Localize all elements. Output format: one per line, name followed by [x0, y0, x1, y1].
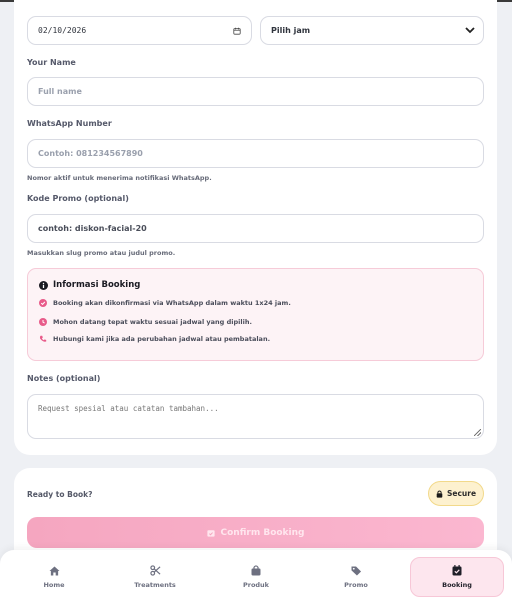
info-item-text: Hubungi kami jika ada perubahan jadwal atau pembatalan.: [53, 335, 271, 343]
nav-item-label: Produk: [242, 581, 270, 589]
calendar-check-icon: [207, 529, 215, 537]
secure-badge: [428, 481, 484, 506]
name-input[interactable]: [27, 77, 484, 106]
clock-icon: [39, 318, 47, 326]
notes-placeholder: Request spesial atau catatan tambahan...: [38, 404, 219, 413]
info-item: [39, 299, 291, 307]
calendar-icon[interactable]: [233, 27, 241, 35]
home-icon: [49, 566, 60, 576]
nav-item-label: Booking: [442, 581, 472, 589]
date-value: 02/10/2026: [38, 26, 87, 35]
notes-label: Notes (optional): [27, 374, 101, 383]
confirm-booking-button[interactable]: [27, 517, 484, 548]
booking-info-box: [27, 268, 484, 361]
nav-item-home[interactable]: [8, 557, 100, 597]
info-title: [39, 280, 140, 290]
nav-item-label: Promo: [344, 580, 368, 589]
whatsapp-label: WhatsApp Number: [27, 119, 112, 128]
info-title-text: Informasi Booking: [53, 280, 141, 290]
nav-item-promo[interactable]: [310, 557, 402, 597]
nav-item-label: Treatments: [134, 581, 176, 589]
tag-icon: [351, 566, 362, 576]
promo-label: Kode Promo (optional): [27, 194, 129, 203]
nav-item-treatments[interactable]: [109, 557, 201, 597]
notes-textarea[interactable]: [27, 394, 484, 439]
bottom-navigation: [0, 550, 512, 603]
time-select[interactable]: [260, 16, 484, 45]
chevron-down-icon: [465, 27, 475, 34]
info-item-text: Mohon datang tepat waktu sesuai jadwal yang dipilih.: [53, 318, 252, 326]
date-input[interactable]: [27, 16, 252, 45]
bag-icon: [251, 565, 261, 576]
whatsapp-helper: Nomor aktif untuk menerima notifikasi WhatsApp.: [27, 174, 212, 182]
nav-item-produk[interactable]: [210, 557, 302, 597]
info-icon: [39, 281, 48, 290]
ready-label: Ready to Book?: [27, 490, 93, 499]
check-circle-icon: [39, 299, 47, 307]
lock-icon: [436, 490, 443, 498]
promo-helper: Masukkan slug promo atau judul promo.: [27, 249, 176, 257]
name-label: Your Name: [27, 58, 76, 67]
confirm-booking-label: Confirm Booking: [220, 527, 305, 538]
info-item: [39, 335, 270, 343]
calendar-check-icon: [452, 565, 462, 576]
info-item: [39, 318, 252, 326]
info-item-text: Booking akan dikonfirmasi via WhatsApp dalam waktu 1x24 jam.: [53, 299, 291, 307]
whatsapp-input[interactable]: [27, 139, 484, 168]
time-select-value: Pilih jam: [271, 26, 311, 35]
promo-input[interactable]: [27, 214, 484, 243]
nav-item-label: Home: [43, 580, 65, 589]
resize-handle[interactable]: [474, 429, 481, 436]
nav-item-booking[interactable]: [410, 557, 504, 597]
secure-label: Secure: [446, 489, 477, 498]
name-placeholder: Full name: [38, 87, 82, 96]
phone-icon: [39, 335, 47, 343]
scissors-icon: [150, 565, 161, 576]
promo-placeholder: contoh: diskon-facial-20: [38, 224, 147, 233]
whatsapp-placeholder: Contoh: 081234567890: [38, 149, 143, 158]
